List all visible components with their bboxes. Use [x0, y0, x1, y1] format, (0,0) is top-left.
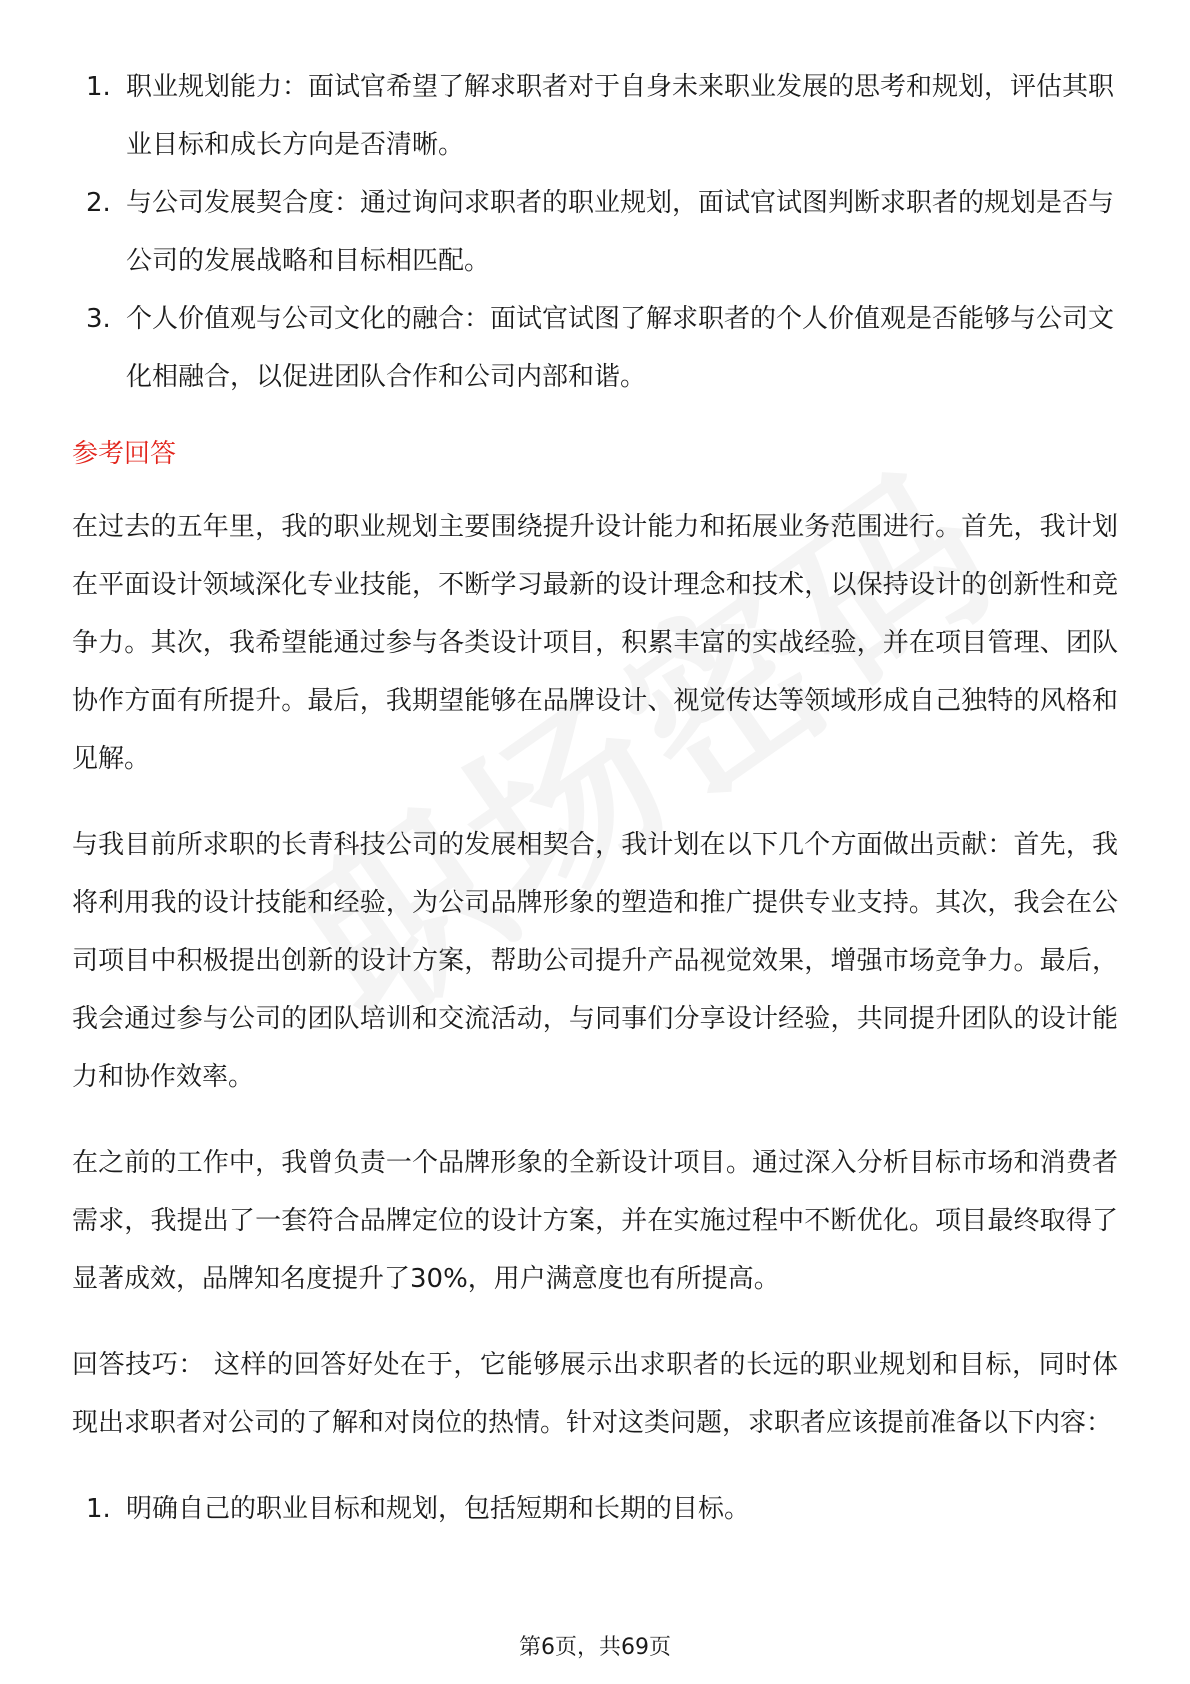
list-item-number: 1. [86, 1494, 111, 1524]
list-item-number: 1. [86, 72, 111, 102]
tips-list [72, 1480, 1118, 1538]
page-content [72, 58, 1118, 1538]
list-item-text: 明确自己的职业目标和规划，包括短期和长期的目标。 [126, 1494, 751, 1524]
list-item [72, 1480, 1118, 1538]
list-item-number: 2. [86, 188, 111, 218]
section-title-reference-answer: 参考回答 [72, 439, 177, 469]
answer-paragraph: 与我目前所求职的长青科技公司的发展相契合，我计划在以下几个方面做出贡献：首先，我将利用我的设计技能和经验，为公司品牌形象的塑造和推广提供专业支持。其次，我会在公司项目中积极提出创新的设计方案，帮助公司提升产品视觉效果，增强市场竞争力。最后，我会通过参与公司的团队培训和交流活动，与同事们分享设计经验，共同提升团队的设计能力和协作效率。 [72, 830, 1118, 1092]
list-item [72, 58, 1118, 174]
list-item [72, 290, 1118, 406]
list-item-number: 3. [86, 304, 111, 334]
page-footer: 第6页，共69页 [519, 1635, 671, 1660]
interview-intent-list [72, 58, 1118, 406]
answer-paragraph: 在过去的五年里，我的职业规划主要围绕提升设计能力和拓展业务范围进行。首先，我计划在平面设计领域深化专业技能，不断学习最新的设计理念和技术，以保持设计的创新性和竞争力。其次，我希望能通过参与各类设计项目，积累丰富的实战经验，并在项目管理、团队协作方面有所提升。最后，我期望能够在品牌设计、视觉传达等领域形成自己独特的风格和见解。 [72, 512, 1118, 774]
answer-paragraph: 在之前的工作中，我曾负责一个品牌形象的全新设计项目。通过深入分析目标市场和消费者需求，我提出了一套符合品牌定位的设计方案，并在实施过程中不断优化。项目最终取得了显著成效，品牌知名度提升了30%，用户满意度也有所提高。 [72, 1148, 1118, 1294]
list-item-text: 职业规划能力：面试官希望了解求职者对于自身未来职业发展的思考和规划，评估其职业目标和成长方向是否清晰。 [126, 72, 1115, 160]
list-item-text: 与公司发展契合度：通过询问求职者的职业规划，面试官试图判断求职者的规划是否与公司的发展战略和目标相匹配。 [126, 188, 1115, 276]
list-item [72, 174, 1118, 290]
answer-tips-paragraph: 回答技巧： 这样的回答好处在于，它能够展示出求职者的长远的职业规划和目标，同时体现出求职者对公司的了解和对岗位的热情。针对这类问题，求职者应该提前准备以下内容： [72, 1350, 1118, 1438]
list-item-text: 个人价值观与公司文化的融合：面试官试图了解求职者的个人价值观是否能够与公司文化相融合，以促进团队合作和公司内部和谐。 [126, 304, 1115, 392]
